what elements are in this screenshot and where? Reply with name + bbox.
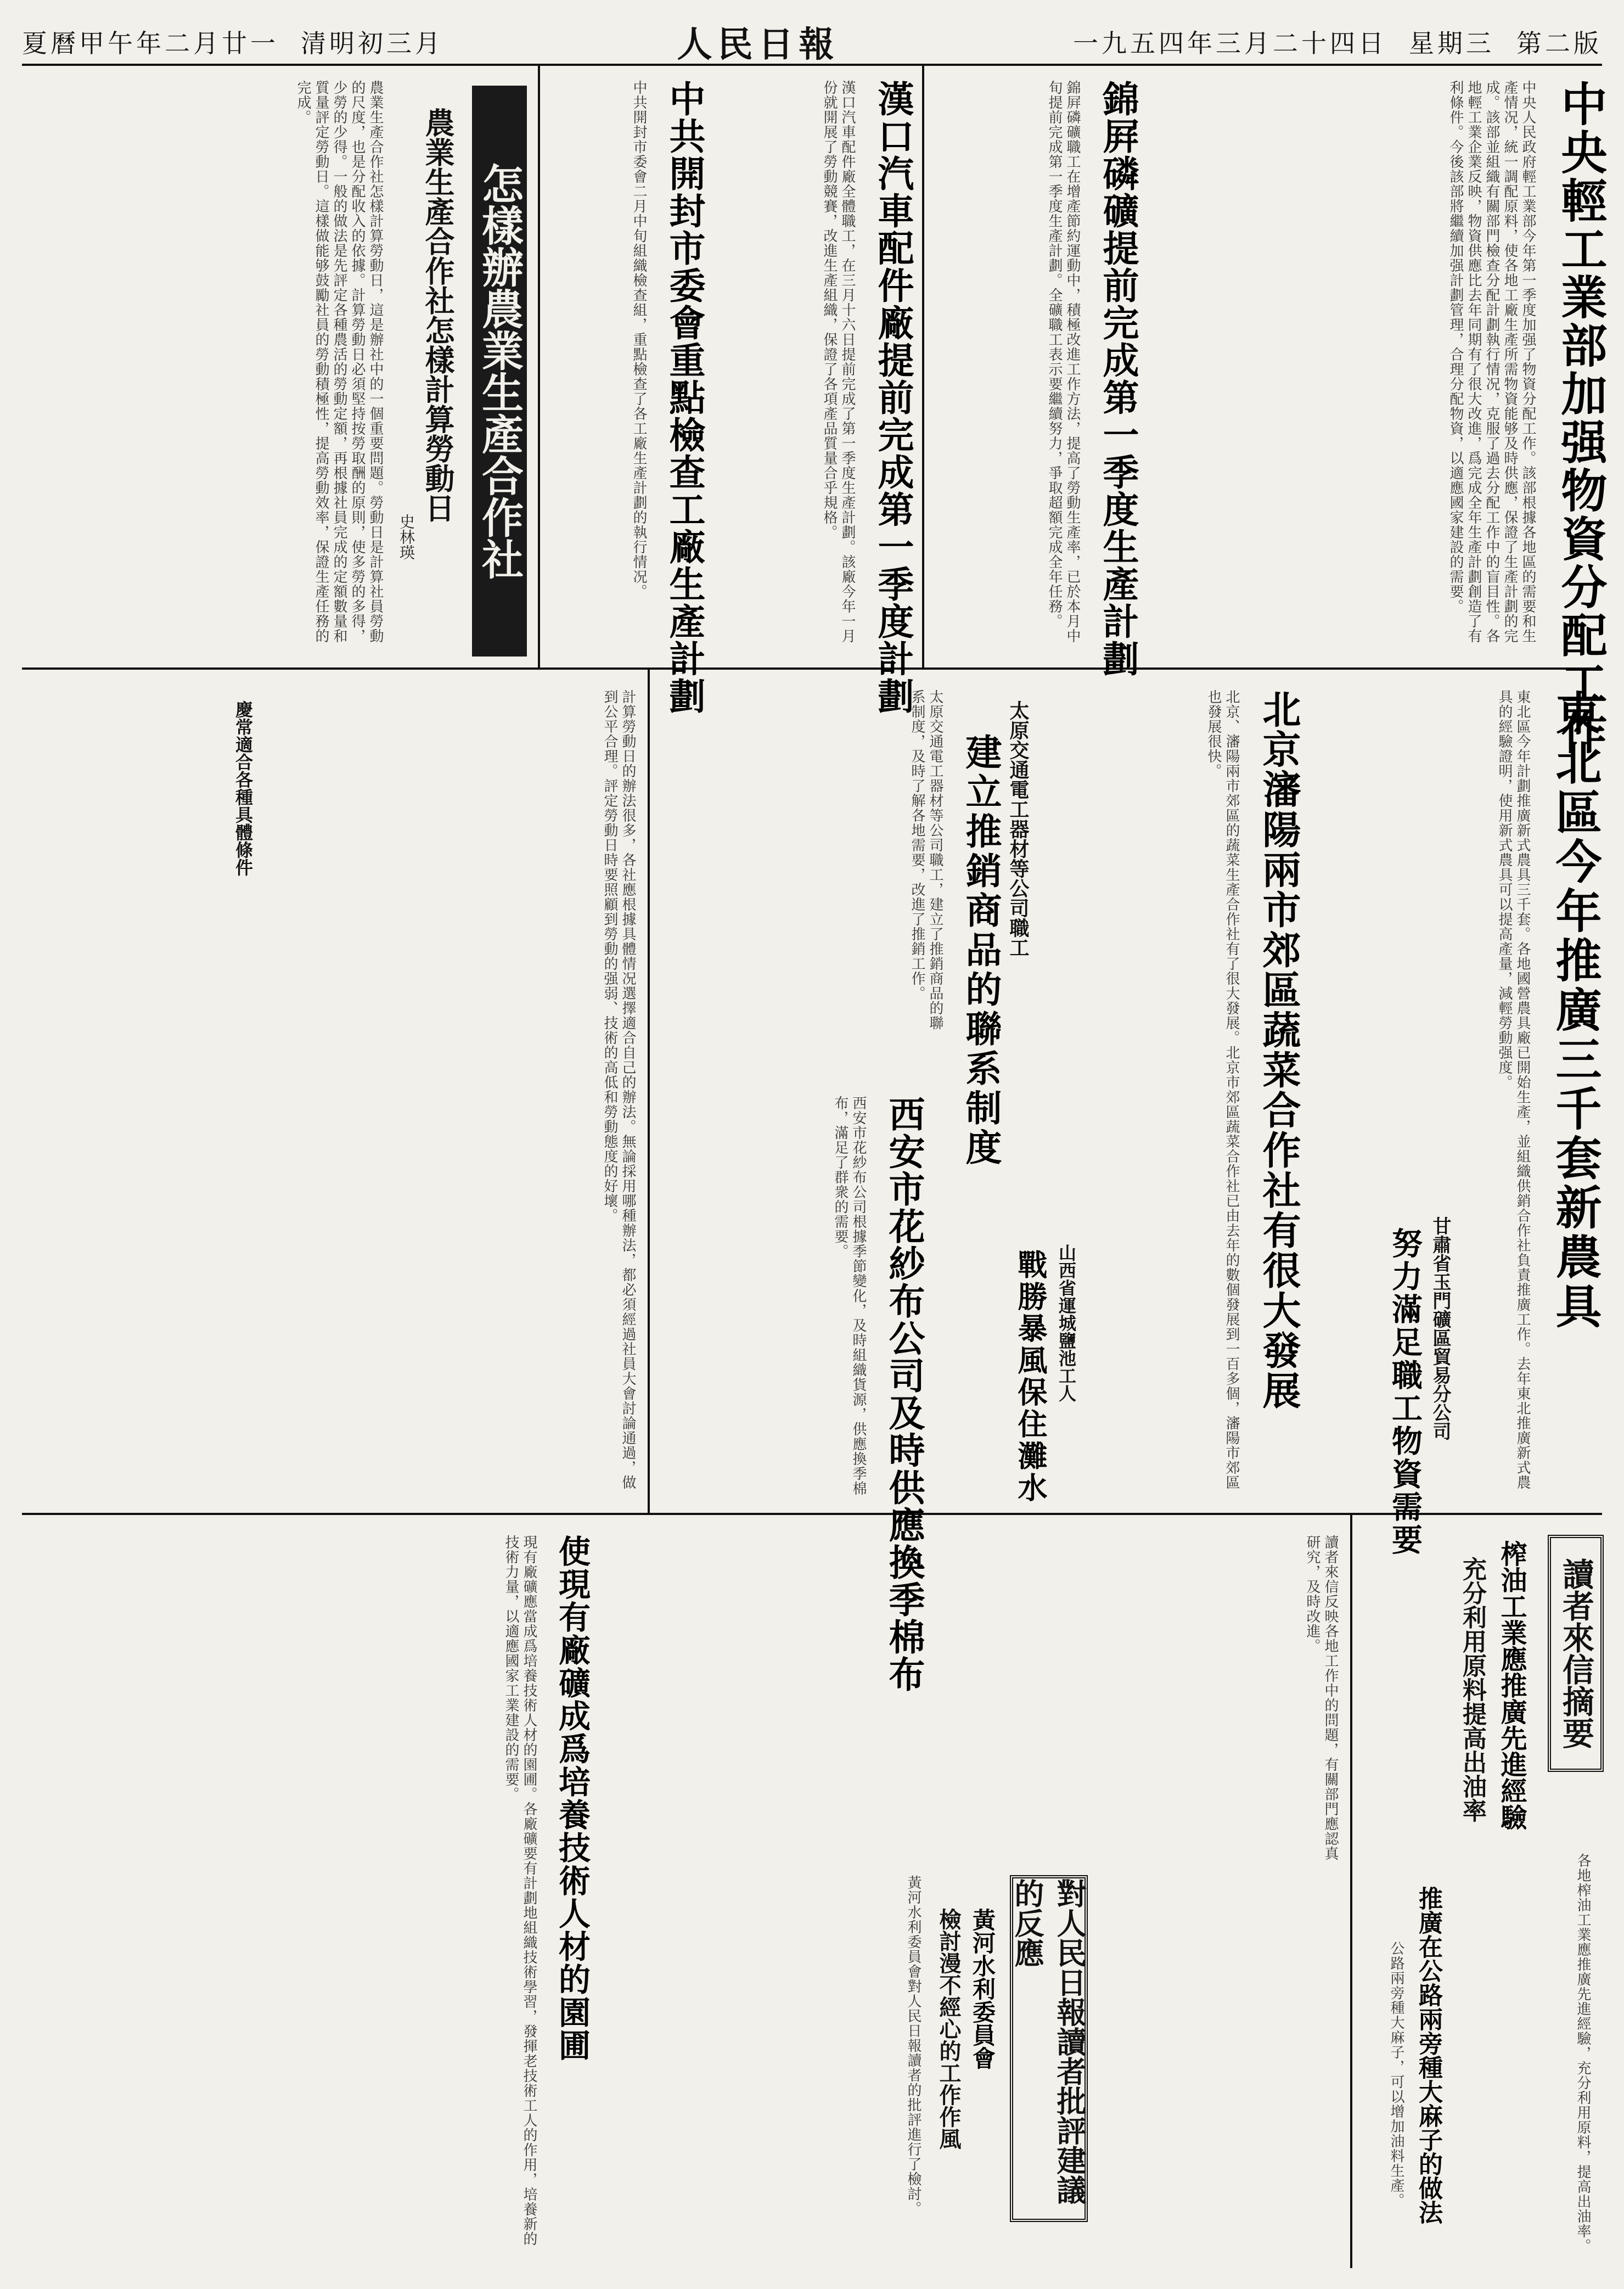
article-17-subtitle: 慶常適合各種具體條件 bbox=[233, 700, 254, 876]
article-14-body: 現有廠礦應當成爲培養技術人材的園圃。各廠礦要有計劃地組織技術學習，發揮老技術工人的作用，培養新的技術力量，以適應國家工業建設的需要。 bbox=[503, 1535, 537, 2246]
page-number: 第二版 bbox=[1516, 29, 1602, 58]
article-6-body: 農業生產合作社怎樣計算勞動日，這是辦社中的一個重要問題。勞動日是計算社員勞動的尺度，也是分配收入的依據。計算勞動日必須堅持按勞取酬的原則，使多勞的多得，少勞的少得。一般的做法是先評定各種農活的勞動定額，再根據社員完成的定額數量和質量評定勞動日。這樣做能够鼓勵社員的勞動積極性，提高勞動效率，保證生產任務的完成。 bbox=[295, 80, 384, 643]
article-7-title: 北京瀋陽兩市郊區蔬菜合作社有很大發展 bbox=[1256, 689, 1302, 1411]
article-13-title: 推廣在公路兩旁種大麻子的做法 bbox=[1414, 1886, 1442, 2224]
article-9-body: 西安市花紗布公司根據季節變化，及時組織貨源，供應換季棉布，滿足了群衆的需要。 bbox=[832, 1096, 867, 1496]
article-8-subtitle: 太原交通電工器材等公司職工 bbox=[1007, 700, 1030, 957]
col-divider-4 bbox=[1350, 1515, 1352, 2268]
newspaper-page bbox=[22, 20, 1608, 2269]
article-9-title: 西安市花紗布公司及時供應換季棉布 bbox=[883, 1096, 925, 1693]
article-10-title: 努力滿足職工物資需要 bbox=[1387, 1227, 1423, 1557]
article-12-subtitle: 充分利用原料提高出油率 bbox=[1458, 1557, 1486, 1822]
col-divider-1 bbox=[922, 66, 924, 667]
article-3-body: 錦屛磷礦職工在增產節約運動中，積極改進工作方法，提高了勞動生產率，已於本月中旬提前完成第一季度生產計劃。全礦職工表示要繼續努力，爭取超額完成全年任務。 bbox=[1046, 80, 1081, 643]
lunar-date: 夏曆甲午年二月廿一 bbox=[22, 29, 279, 58]
article-12-body: 各地榨油工業應推廣先進經驗，充分利用原料，提高出油率。 bbox=[1575, 1853, 1591, 2253]
article-10-subtitle: 甘肅省玉門礦區貿易分公司 bbox=[1429, 1216, 1451, 1440]
article-2-body: 東北區今年計劃推廣新式農具三千套。各地國營農具廠已開始生產，並組織供銷合作社負責推廣工作。去年東北推廣新式農具的經驗證明，使用新式農具可以提高產量，減輕勞動强度。 bbox=[1496, 689, 1531, 1490]
article-1-body: 中央人民政府輕工業部今年第一季度加强了物資分配工作。該部根據各地區的需要和生產情况，統一調配原料，使各地工廠生產所需物資能够及時供應，保證了生產計劃的完成。該部並組織有關部門檢查分配計劃執行情况，克服了過去分配工作中的盲目性。各地輕工業企業反映，物資供應比去年同期有了很大改進，爲完成全年生產計劃創造了有利條件。今後該部將繼續加强計劃管理，合理分配物資，以適應國家建設的需要。 bbox=[1447, 80, 1536, 643]
middle-bottom-body: 讀者來信反映各地工作中的問題，有關部門應認真研究，及時改進。 bbox=[1304, 1535, 1339, 1861]
qingming-date: 清明初三月 bbox=[301, 29, 443, 58]
article-16-body: 黃河水利委員會對人民日報讀者的批評進行了檢討。 bbox=[905, 1875, 921, 2216]
newspaper-logo: 人民日報 bbox=[677, 24, 840, 65]
article-7-body: 北京、瀋陽兩市郊區的蔬菜生產合作社有了很大發展。北京市郊區蔬菜合作社已由去年的數個發展到一百多個，瀋陽市郊區也發展很快。 bbox=[1205, 689, 1240, 1490]
article-5-title: 中共開封市委會重點檢查工廠生產計劃 bbox=[663, 80, 706, 715]
article-11-title: 戰勝暴風保住灘水 bbox=[1013, 1249, 1048, 1504]
article-1-title: 中央輕工業部加强物資分配工作 bbox=[1554, 80, 1608, 756]
article-14-title: 使現有廠礦成爲培養技術人材的園圃 bbox=[553, 1535, 591, 2062]
row-divider-2 bbox=[22, 1513, 1602, 1515]
issue-date: 一九五四年三月二十四日 bbox=[1073, 29, 1387, 58]
article-4-body: 漢口汽車配件廠全體職工，在三月十六日提前完成了第一季度生產計劃。該廠今年一月份就開展了勞動競賽，改進生產組織，保證了各項產品質量合乎規格。 bbox=[821, 80, 856, 643]
article-12-title: 榨油工業應推廣先進經驗 bbox=[1496, 1540, 1527, 1830]
article-13-body: 公路兩旁種大麻子，可以增加油料生產。 bbox=[1388, 1941, 1404, 2208]
article-16-title: 黃河水利委員會 bbox=[969, 1908, 996, 2069]
col-divider-3 bbox=[648, 670, 650, 1513]
article-5-body: 中共開封市委會二月中旬組織檢查組，重點檢查了各工廠生產計劃的執行情况。 bbox=[631, 80, 647, 599]
article-16-subtitle: 檢討漫不經心的工作作風 bbox=[936, 1908, 962, 2150]
article-8-title: 建立推銷商品的聯系制度 bbox=[959, 733, 1002, 1168]
article-8-body: 太原交通電工器材等公司職工，建立了推銷商品的聯系制度，及時了解各地需要，改進了推銷工作。 bbox=[909, 689, 943, 1030]
article-6-subtitle: 農業生產合作社怎樣計算勞動日 bbox=[420, 108, 456, 523]
article-11-subtitle: 山西省運城鹽池工人 bbox=[1056, 1244, 1077, 1402]
weekday: 星期三 bbox=[1409, 29, 1494, 58]
row-divider-1 bbox=[22, 667, 1602, 670]
article-2-title: 東北區今年推廣三千套新農具 bbox=[1548, 689, 1603, 1332]
col-divider-2 bbox=[538, 66, 540, 667]
article-6-author: 史林瑛 bbox=[397, 514, 415, 560]
readers-letters-box: 讀者來信摘要 bbox=[1548, 1535, 1604, 1772]
article-4-title: 漢口汽車配件廠提前完成第一季度計劃 bbox=[872, 80, 914, 715]
article-6-continued-body: 計算勞動日的辦法很多，各社應根據具體情况選擇適合自己的辦法。無論採用哪種辦法，都必須經過社員大會討論通過，做到公平合理。評定勞動日時要照顧到勞動的强弱、技術的高低和勞動態度的好壞。 bbox=[602, 689, 636, 1490]
article-15-box: 對人民日報讀者批評建議的反應 bbox=[1010, 1875, 1088, 2222]
masthead bbox=[22, 20, 1602, 66]
article-6-title: 怎樣辦農業生產合作社 bbox=[472, 86, 527, 657]
article-3-title: 錦屛磷礦提前完成第一季度生產計劃 bbox=[1097, 80, 1139, 677]
